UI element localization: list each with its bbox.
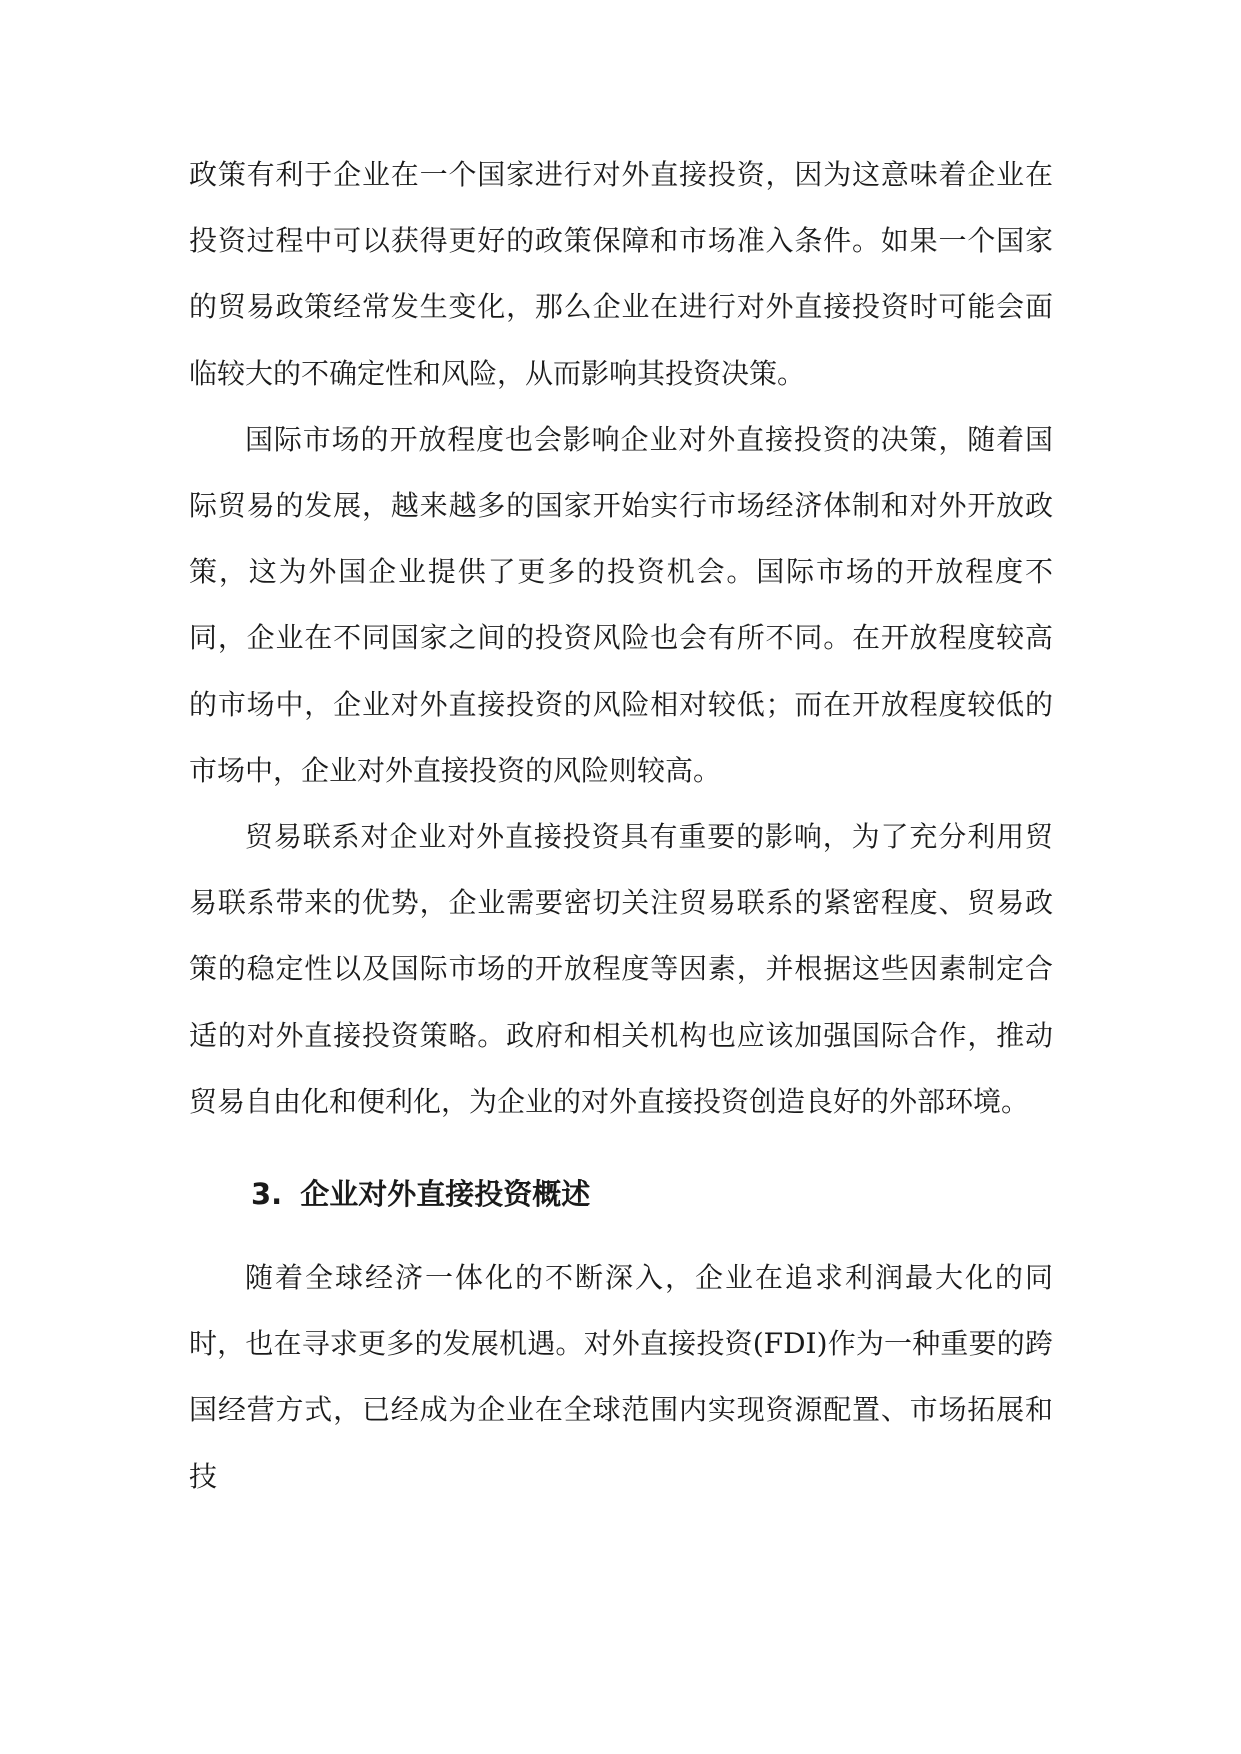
section-number: 3. [251,1177,283,1212]
section-heading [189,1161,1053,1227]
paragraph-continuation: 政策有利于企业在一个国家进行对外直接投资，因为这意味着企业在投资过程中可以获得更好的政策保障和市场准入条件。如果一个国家的贸易政策经常发生变化，那么企业在进行对外直接投资时可能会面临较大的不确定性和风险，从而影响其投资决策。 [189,158,1053,390]
paragraph-fdi-overview: 随着全球经济一体化的不断深入，企业在追求利润最大化的同时，也在寻求更多的发展机遇。对外直接投资(FDI)作为一种重要的跨国经营方式，已经成为企业在全球范围内实现资源配置、市场拓展和技 [189,1261,1053,1493]
section-title: 企业对外直接投资概述 [300,1177,591,1212]
paragraph-market-openness: 国际市场的开放程度也会影响企业对外直接投资的决策，随着国际贸易的发展，越来越多的国家开始实行市场经济体制和对外开放政策，这为外国企业提供了更多的投资机会。国际市场的开放程度不同，企业在不同国家之间的投资风险也会有所不同。在开放程度较高的市场中，企业对外直接投资的风险相对较低；而在开放程度较低的市场中，企业对外直接投资的风险则较高。 [189,422,1053,787]
paragraph-trade-ties: 贸易联系对企业对外直接投资具有重要的影响，为了充分利用贸易联系带来的优势，企业需要密切关注贸易联系的紧密程度、贸易政策的稳定性以及国际市场的开放程度等因素，并根据这些因素制定合适的对外直接投资策略。政府和相关机构也应该加强国际合作，推动贸易自由化和便利化，为企业的对外直接投资创造良好的外部环境。 [189,820,1053,1118]
document-body [189,142,1053,1510]
